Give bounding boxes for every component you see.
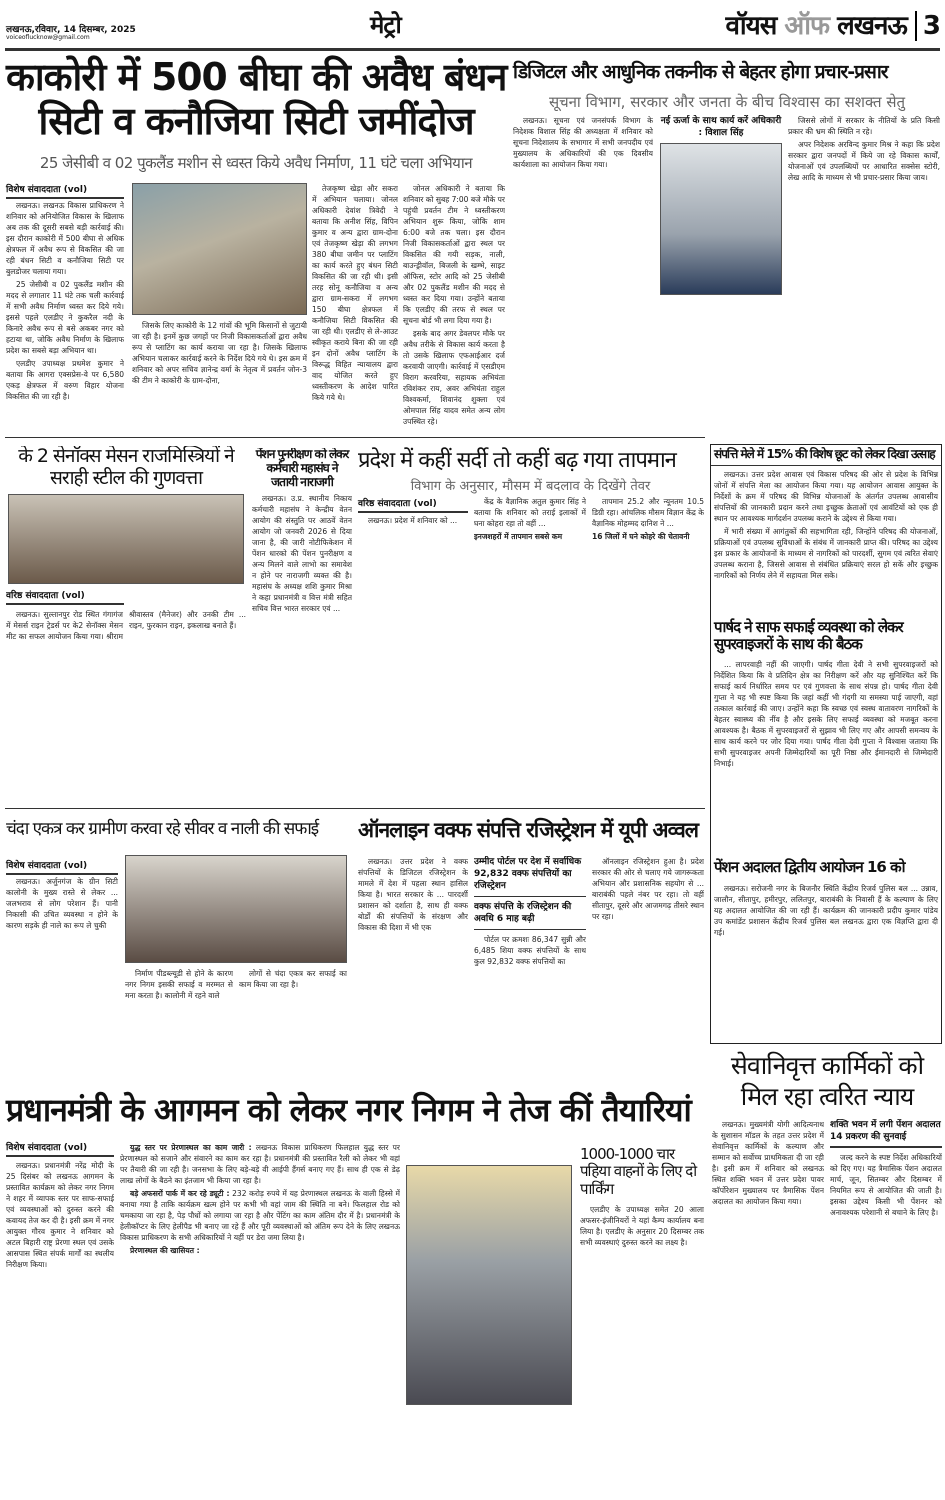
paragraph: जोनल अधिकारी ने बताया कि शनिवार को सुबह 7:00 बजे मौके पर पहुंची प्रवर्तन टीम ने ध्वस्तीकरण अभियान शुरू किया, जोकि शाम 6:00 बजे तक चला। इस दौरान निजी विकासकर्ताओं द्वारा स्थल पर विकसित की गयी सड़क, नाली, बाउन्ड्रीवॉल, बिजली के खम्भे, साइट ऑफिस, स्टोर आदि को 25 जेसीबी और 02 पुकलैंड मशीन की मदद से ध्वस्त कर दिया गया। उन्होंने बताया कि एलडीए की तरफ से स्थल पर सूचना बोर्ड भी लगा दिया गया है।	[403, 184, 505, 325]
byline: वरिष्ठ संवाददाता (vol)	[358, 496, 468, 513]
paragraph: लखनऊ। उत्तर प्रदेश आवास एवं विकास परिषद की ओर से प्रदेश के विभिन्न जोनों में संपत्ति मेला का आयोजन किया गया। यह आयोजन आवास आयुक्त के निर्देशों के क्रम में परिषद की विभिन्न योजनाओं के अंतर्गत उपलब्ध आवासीय संपत्तियों की जानकारी प्रदान करने तथा इच्छुक क्रेताओं एवं आवंटियों को एक ही स्थान पर आवश्यक मार्गदर्शन उपलब्ध कराने के उद्देश्य से किया गया।	[714, 469, 938, 523]
paragraph: लखनऊ। अर्जुनगंज के ग्रीन सिटी कालोनी के मुख्य रास्ते से लेकर ... जलभराव से लोग परेशान हैं। पानी निकासी की उचित व्यवस्था न होने के कारण सड़के ही नाले का रूप ले चुकी	[6, 877, 118, 930]
divider	[5, 808, 705, 809]
masthead-word: लखनऊ	[837, 11, 907, 41]
paragraph: जल्द करने के स्पष्ट निर्देश अधिकारियों को दिए गए। यह त्रैमासिक पेंशन अदालत मार्च, जून, सितम्बर और दिसम्बर में नियमित रूप से आयोजित की जाती है। इसका उद्देश्य किसी भी पेंशनर को अनावश्यक परेशानी से बचाने के लिए है।	[830, 1152, 942, 1217]
digital-body-col1	[513, 115, 653, 435]
pm-col2	[120, 1142, 400, 1490]
paragraph: एलडीए उपाध्यक्ष प्रथमेश कुमार ने बताया कि आगरा एक्सप्रेस-वे पर 6,580 एकड़ क्षेत्रफल में वरुण विहार योजना विकसित की जा रही है।	[6, 359, 124, 401]
paragraph: लखनऊ। मुख्यमंत्री योगी आदित्यनाथ के सुशासन मॉडल के तहत उत्तर प्रदेश में सेवानिवृत्त कार्मिकों के कल्याण और सम्मान को सर्वोच्च प्राथमिकता दी जा रही है। इसी क्रम में शनिवार को लखनऊ स्थित शक्ति भवन में उत्तर प्रदेश पावर कॉर्पोरेशन मुख्यालय पर त्रैमासिक पेंशन अदालत का आयोजन किया गया।	[712, 1119, 824, 1206]
parking-body	[580, 1204, 704, 1490]
paragraph: एलडीए के उपाध्यक्ष समेत 20 आला अफसर-इंजीनियरों ने यहां कैम्प कार्यालय बना लिया है। एलडीए के अनुसार 20 दिसम्बर तक सभी व्यवस्थाएं दुरुस्त करने का लक्ष्य है।	[580, 1204, 704, 1247]
paragraph: 25 जेसीबी व 02 पुकलैंड मशीन की मदद से लगातार 11 घंटे तक चली कार्रवाई में सभी अवैध निर्माण ध्वस्त कर दिये गये। इससे पहले एलडीए ने कुकरैल नदी के किनारे अवैध रूप से बसे अकबर नगर को हटाया था, जोकि अवैध निर्माण के खिलाफ प्रदेश का सबसे बड़ा अभियान था।	[6, 280, 124, 355]
subheading: इनजशहरों में तापमान सबसे कम	[474, 532, 563, 541]
weather-col1	[358, 515, 468, 802]
waqf-col2	[474, 934, 586, 1086]
divider	[5, 437, 705, 438]
pension-review-headline: पेंशन पुनरीक्षण को लेकर कर्मचारी महासंघ ने जतायी नाराजगी	[255, 448, 349, 489]
email: voiceoflucknow@gmail.com	[6, 34, 90, 41]
byline: वरिष्ठ संवाददाता (vol)	[6, 588, 124, 605]
paragraph: ऑनलाइन रजिस्ट्रेशन हुआ है। प्रदेश सरकार की ओर से चलाए गये जागरूकता अभियान और प्रशासनिक सहयोग से ... बाराबंकी पहले नंबर पर रहा। तो वहीं सीतापुर, दूसरे और आजमगढ़ तीसरे स्थान पर रहा।	[592, 857, 704, 921]
masthead	[680, 12, 940, 42]
lead-subhead: 25 जेसीबी व 02 पुकलैंड मशीन से ध्वस्त किये अवैध निर्माण, 11 घंटे चला अभियान	[39, 154, 473, 172]
highlight-bullet: उम्मीद पोर्टल पर देश में सर्वाधिक 92,832 वक्फ संपत्तियों का रजिस्ट्रेशन	[474, 856, 586, 897]
digital-subhead: सूचना विभाग, सरकार और जनता के बीच विश्वास का सशक्त सेतु	[548, 93, 906, 111]
inspection-photo	[406, 1165, 572, 1405]
weather-col2	[474, 496, 586, 802]
paragraph: लखनऊ। सरोजनी नगर के बिजनौर स्थिति केंद्रीय रिजर्व पुलिस बल ... उन्नाव, जालौन, सीतापुर, हमीरपुर, ललितपुर, बाराबंकी के निवासी हैं के कल्याण के लिए यह अदालत आयोजित की जा रही हैं। कार्यक्रम की जानकारी प्रदीप कुमार पांडेय उप कमांडेंट प्रशासन केंद्रीय रिजर्व पुलिस बल लखनऊ द्वारा एक विज्ञप्ति द्वारा दी गई।	[714, 883, 938, 937]
masthead-word: ऑफ	[784, 11, 830, 41]
paragraph: लखनऊ। लखनऊ विकास प्राधिकरण ने शनिवार को अनियोजित विकास के खिलाफ अब तक की दूसरी सबसे बड़ी कार्रवाई की। इस दौरान काकोरी में 500 बीघा से अधिक क्षेत्रफल में अवैध रूप से विकसित की जा रही बंधन सिटी व कनौजिया सिटी पर बुलडोजर चलाया गया।	[6, 201, 124, 276]
paragraph: तापमान 25.2 और न्यूनतम 10.5 डिग्री रहा। आंचलिक मौसम विज्ञान केंद्र के वैज्ञानिक मोहम्मद दानिश ने ...	[592, 497, 704, 528]
paragraph: लखनऊ। प्रदेश में शनिवार को ...	[368, 516, 458, 525]
masthead-word: वॉयस	[725, 11, 777, 41]
lead-body-col4	[403, 183, 505, 435]
digital-body-col3	[788, 115, 940, 435]
paragraph: लखनऊ। उ.प्र. स्थानीय निकाय कर्मचारी महासंघ ने केन्द्रीय वेतन आयोग की संस्तुति पर आठवें वेतन आयोग जो जनवरी 2026 से दिया जाना है, की जारी नोटीफिकेशन में पेंशन धारको की पेंशन पुनरीक्षण व अन्य मिलने वाले लाभो का समावेश न होने पर नाराजगी व्यक्त की है। महासंघ के अध्यक्ष शशि कुमार मिश्रा ने कहा प्रधानमंत्री व वित्त मंत्री सहित सचिव वित्त भारत सरकार एवं ...	[252, 494, 352, 614]
retired-highlight: शक्ति भवन में लगी पेंशन अदालत 14 प्रकरण की सुनवाई	[830, 1119, 942, 1148]
steel-body	[6, 609, 246, 804]
paragraph: लखनऊ विकास प्राधिकरण फिलहाल युद्ध स्तर पर प्रेरणास्थल को सजाने और संवारने का काम कर रहा है। प्रधानमंत्री की प्रस्तावित रैली को लेकर भी वहां पर तैयारी की जा रही है। जनसभा के लिए बड़े-बड़े वी आईपी हैंगर्स बनाए गए हैं। साथ ही एक से डेढ़ लाख लोगों के बैठने का इंतजाम भी किया जा रहा है।	[120, 1143, 400, 1185]
paragraph: पोर्टल पर क्रमशः 86,347 सुन्नी और 6,485 शिया वक्फ संपत्तियों के साथ कुल 92,832 वक्फ संपत्तियों का	[474, 935, 586, 966]
paragraph: में भारी संख्या में आगंतुकों की सहभागिता रही, जिन्होंने परिषद की योजनाओं, प्रक्रियाओं एवं उपलब्ध सुविधाओं के संबंध में जानकारी प्राप्त की। परिषद का उद्देश्य इस प्रकार के आयोजनों के माध्यम से नागरिकों को पारदर्शी, सुगम एवं त्वरित सेवाएं उपलब्ध कराना है, जिससे आवास से संबंधित प्रक्रियाएं सरल हो सकें और इच्छुक नागरिकों को निर्णय लेने में सहायता मिल सके।	[714, 526, 938, 580]
paragraph: केंद्र के वैज्ञानिक अतुल कुमार सिंह ने बताया कि शनिवार को तराई इलाकों में घना कोहरा रहा तो वहीं ...	[474, 497, 586, 528]
retired-col2-wrap	[830, 1119, 942, 1493]
paragraph: जिसके लिए काकोरी के 12 गांवों की भूमि किसानों से जुटायी जा रही है। इनमें कुछ जगहों पर निजी विकासकर्ताओं द्वारा अवैध रूप से प्लाटिंग का कार्य कराया जा रहा है। जिसके खिलाफ अभियान चलाकर कार्रवाई करने के निर्देश दिये गये थे। इस क्रम में शनिवार को अपर सचिव ज्ञानेन्द्र वर्मा के नेतृत्व में प्रवर्तन जोन-3 की टीम ने काकोरी के ग्राम-दोना,	[132, 321, 307, 385]
paragraph: जिससे लोगों में सरकार के नीतियों के प्रति किसी प्रकार की भ्रम की स्थिति न रहे।	[788, 116, 940, 136]
lead-body-col2	[132, 320, 307, 435]
parking-headline: 1000-1000 चार पहिया वाहनों के लिए दो पार्किंग	[580, 1146, 697, 1198]
paragraph: लोगों से चंदा एकत्र कर सफाई का काम किया जा रहा है।	[239, 969, 347, 989]
property-fair-headline: संपत्ति मेले में 15% की विशेष छूट को लेकर दिखा उत्साह	[711, 445, 941, 466]
lead-headline	[6, 56, 506, 143]
byline: विशेष संवाददाता (vol)	[6, 858, 118, 875]
subheading: प्रेरणास्थल की खासियत :	[130, 1246, 200, 1255]
page-number: 3	[915, 11, 940, 41]
byline: विशेष संवाददाता (vol)	[6, 1140, 114, 1157]
lead-body-col1	[6, 200, 124, 435]
pm-headline: प्रधानमंत्री के आगमन को लेकर नगर निगम ने तेज कीं तैयारियां	[6, 1091, 691, 1129]
digital-headline: डिजिटल और आधुनिक तकनीक से बेहतर होगा प्रचार-प्रसार	[513, 61, 888, 83]
pension-review-story	[252, 448, 352, 804]
lead-body-col3	[312, 183, 398, 435]
villagers-photo	[125, 855, 347, 963]
paragraph: लखनऊ। सूचना एवं जनसंपर्क विभाग के निदेशक विशाल सिंह की अध्यक्षता में शनिवार को सूचना निदेशालय के सभागार में सभी जनपदीय एवं मुख्यालय के अधिकारियों की एक दिवसीय कार्यशाला का आयोजन किया गया।	[513, 116, 653, 169]
steel-headline: के 2 सेनॉक्स मेसन राजमिस्त्रियों ने सराही स्टील की गुणवत्ता	[18, 446, 234, 489]
waqf-col3	[592, 856, 704, 1086]
waqf-headline: ऑनलाइन वक्फ संपत्ति रजिस्ट्रेशन में यूपी अव्वल	[358, 818, 698, 842]
waqf-col1	[358, 856, 468, 1086]
digital-quote: नई ऊर्जा के साथ कार्य करें अधिकारी : विशाल सिंह	[660, 116, 782, 138]
parking-story	[580, 1146, 704, 1490]
drain-col3	[239, 968, 347, 1086]
retired-col2	[830, 1152, 942, 1493]
header-rule	[5, 48, 940, 51]
paragraph: 232 करोड़ रुपये में यह प्रेरणास्थल लखनऊ के वाली हिस्से में बनाया गया है ताकि कार्यक्रम खत्म होने पर कभी भी वहां जाम की स्थिति ना बने। फिलहाल रोड को चमकाया जा रहा है, पेड़ पौधों को लगाया जा रहा है और पेंटिंग का काम अंतिम दौर में है। प्रधानमंत्री के हेलीकॉप्टर के लिए हेलीपैड भी बनाए जा रहे हैं और पूरी व्यवस्थाओं को अंतिम रूप देने के लिए लखनऊ विकास प्राधिकरण के सभी अधिकारियों ने यहीं पर डेरा जमा लिया है।	[120, 1189, 400, 1242]
paragraph: लखनऊ। प्रधानमंत्री नरेंद्र मोदी के 25 दिसंबर को लखनऊ आगमन के प्रस्तावित कार्यक्रम को लेकर नगर निगम ने शहर में व्यापक स्तर पर साफ-सफाई एवं व्यवस्थाओं को दुरुस्त करने की कवायद तेज कर दी है। इसी क्रम में नगर आयुक्त गौरव कुमार ने शनिवार को अटल बिहारी राष्ट्र प्रेरणा स्थल एवं उसके आसपास स्थित संपर्क मार्गों का स्थलीय निरीक्षण किया।	[6, 1161, 114, 1269]
demolition-photo	[132, 183, 307, 315]
highlight-bullet: वक्फ संपत्ति के रजिस्ट्रेशन की अवधि 6 माह बढ़ी	[474, 901, 586, 930]
councillor-headline: पार्षद ने साफ सफाई व्यवस्था को लेकर सुपरवाइजरों के साथ की बैठक	[714, 617, 903, 654]
councillor-body	[711, 656, 941, 856]
retired-col1	[712, 1119, 824, 1493]
headline-line: सिटी व कनौजिया सिटी जमींदोज	[38, 98, 474, 143]
waqf-highlights	[474, 856, 586, 1086]
pension-review-body	[252, 493, 352, 804]
dateline: लखनऊ,रविवार, 14 दिसम्बर, 2025	[6, 25, 136, 35]
drain-col2	[125, 968, 233, 1086]
paragraph: ... लापरवाही नहीं की जाएगी। पार्षद गीता देवी ने सभी सुपरवाइजरों को निर्देशित किया कि वे प्रतिदिन क्षेत्र का निरीक्षण करें और यह सुनिश्चित करें कि सफाई कार्य निर्धारित समय पर एवं गुणवत्ता के साथ संपन्न हो। पार्षद गीता देवी गुप्ता ने यह भी स्पष्ट किया कि जहां कहीं भी गंदगी या समस्या पाई जाएगी, वहां तत्काल कार्रवाई की जाए। उन्होंने कहा कि स्वच्छ एवं स्वस्थ वातावरण नागरिकों के बेहतर स्वास्थ्य की नींव है और इसके लिए सफाई व्यवस्था को मजबूत करना आवश्यक है। बैठक में सुपरवाइजरों से सुझाव भी लिए गए और आपसी समन्वय के साथ कार्य करने पर जोर दिया गया। पार्षद गीता देवी गुप्ता ने विश्वास जताया कि सभी सुपरवाइजर अपनी जिम्मेदारियों का पूरी निष्ठा और ईमानदारी से जिम्मेदारी निभाई।	[714, 660, 938, 769]
subheading: युद्ध स्तर पर प्रेरणास्थल का काम जारी :	[130, 1143, 252, 1152]
digital-middle-column	[660, 115, 782, 295]
paragraph: लखनऊ। उत्तर प्रदेश ने वक्फ संपत्तियों के डिजिटल रजिस्ट्रेशन के मामले में देश में पहला स्थान हासिल किया है। भारत सरकार के ... पारदर्शी प्रशासन को दर्शाता है, साथ ही वक्फ बोर्डों की संपत्तियों के संरक्षण और विकास की दिशा में भी एक	[358, 857, 468, 932]
property-fair-body	[711, 466, 941, 616]
paragraph: इसके बाद अगर डेवलपर मौके पर अवैध तरीके से विकास कार्य करता है तो उसके खिलाफ एफआईआर दर्ज करवायी जाएगी। कार्रवाई में एसडीएम विराग करवरिया, सहायक अभियंता रविशंकर राय, अवर अभियंता राहुल विश्वकर्मा, शिवानंद शुक्ला एवं ओमपाल सिंह यादव समेत अन्य लोग उपस्थित रहे।	[403, 329, 505, 426]
subheading: बड़े अफसरों पार्क में कर रहे ड्यूटी :	[130, 1189, 230, 1198]
retired-headline: सेवानिवृत्त कार्मिकों को मिल रहा त्वरित न्याय	[730, 1051, 924, 1112]
masons-photo	[8, 494, 244, 584]
headline-line: काकोरी में 500 बीघा की अवैध बंधन	[6, 55, 507, 99]
drain-col1	[6, 876, 118, 1086]
right-news-box	[710, 444, 942, 1044]
paragraph: निर्माण पीडब्ल्यूडी से होने के कारण नगर निगम इसकी सफाई व मरम्मत से मना करता है। कालोनी में रहने वाले	[125, 969, 233, 1000]
retired-columns	[712, 1119, 942, 1493]
drain-headline: चंदा एकत्र कर ग्रामीण करवा रहे सीवर व नाली की सफाई	[6, 819, 319, 839]
paragraph: तेजकृष्ण खेड़ा और सकरा में अभियान चलाया। जोनल अधिकारी देवांश त्रिवेदी ने बताया कि अनीश सिंह, विपिन कुमार व अन्य द्वारा ग्राम-दोना एवं तेजकृष्ण खेड़ा की लगभग 380 बीघा जमीन पर प्लाटिंग का कार्य करते हुए बंधन सिटी विकसित की जा रही थी। इसी तरह सोनू कनौजिया व अन्य द्वारा ग्राम-सकरा में लगभग 150 बीघा क्षेत्रफल में कनौजिया सिटी विकसित की जा रही थी। एलडीए से ले-आउट स्वीकृत कराये बिना की जा रही इन दोनों अवैध प्लाटिंग के विरूद्ध विहित न्यायालय द्वारा वाद योजित करते हुए ध्वस्तीकरण के आदेश पारित किये गये थे।	[312, 184, 398, 402]
steel-story	[6, 446, 246, 804]
byline: विशेष संवाददाता (vol)	[6, 182, 124, 199]
official-portrait	[660, 143, 782, 295]
pm-col1	[6, 1160, 114, 1490]
weather-col3	[592, 496, 704, 802]
pension-court-body	[711, 880, 941, 1043]
subheading: 16 जिलों में घने कोहरे की चेतावनी	[592, 532, 690, 541]
weather-subhead: विभाग के अनुसार, मौसम में बदलाव के दिखेंगे तेवर	[410, 479, 651, 494]
section-title: मेट्रो	[370, 11, 401, 39]
paragraph: लखनऊ। सुल्तानपुर रोड स्थित गंगागंज में मेसर्स राइन ट्रेडर्स पर के2 सेनॉक्स मेसन मीट का सफल आयोजन किया गया। श्रीराम श्रीवास्तव (मैनेजर) और उनकी टीम ... राइन, फुरकान राइन, इकलाख बनाते हैं।	[6, 609, 246, 641]
pension-court-headline: पेंशन अदालत द्वितीय आयोजन 16 को	[714, 858, 905, 877]
weather-headline: प्रदेश में कहीं सर्दी तो कहीं बढ़ गया तापमान	[358, 448, 676, 473]
paragraph: अपर निदेशक अरविन्द कुमार मिश्र ने कहा कि प्रदेश सरकार द्वारा जनपदों में किये जा रहे विकास कार्यों, योजनाओं एवं उपलब्धियों पर आधारित सक्सेस स्टोरी, लेख आदि के माध्यम से भी प्रचार-प्रसार किया जाय।	[788, 140, 940, 182]
retired-story	[712, 1050, 942, 1492]
